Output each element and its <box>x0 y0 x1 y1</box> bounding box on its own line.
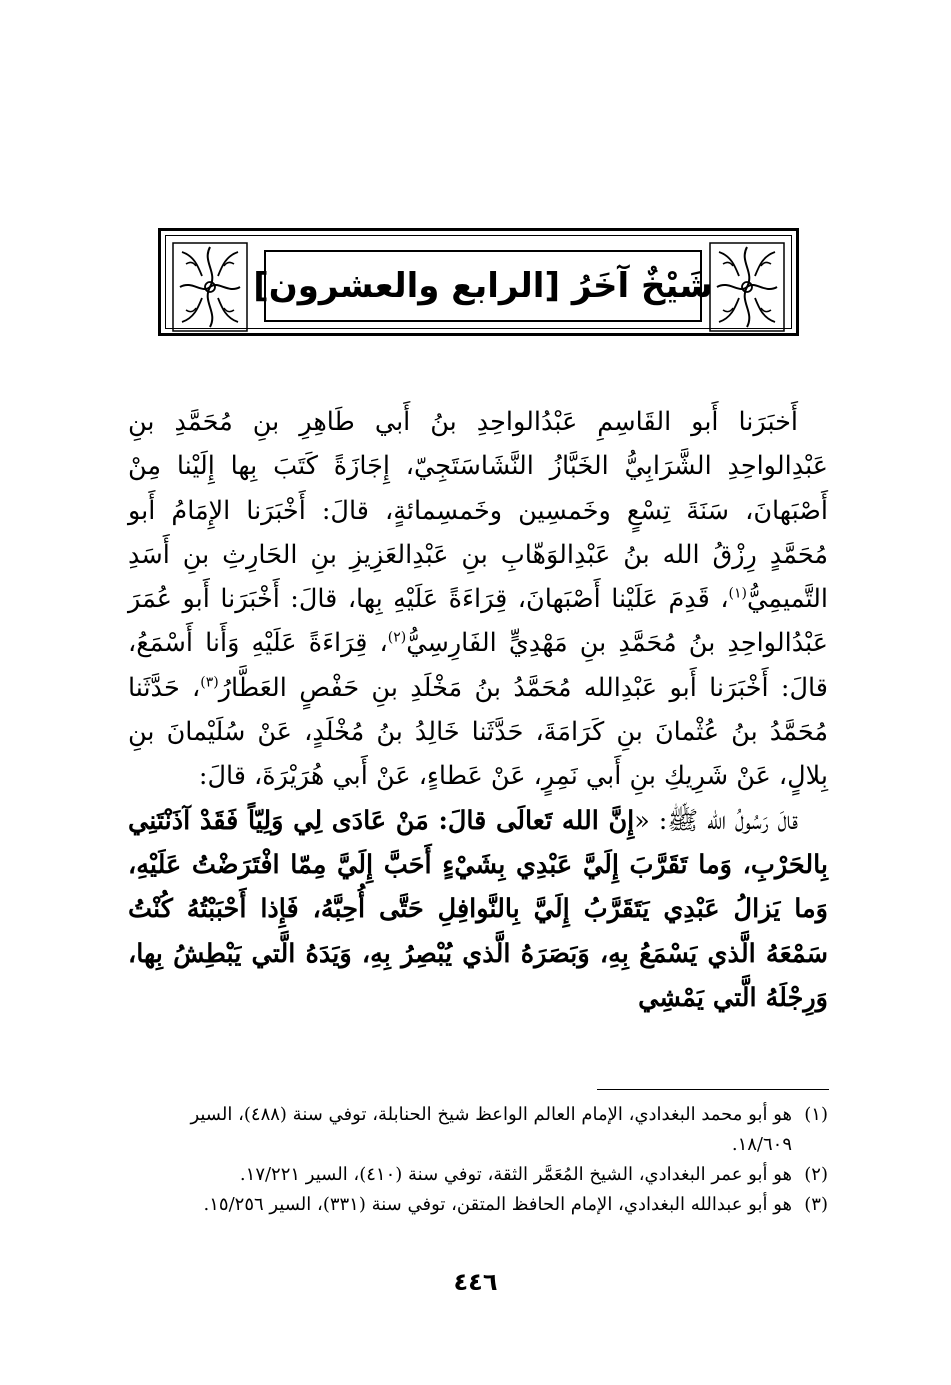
isnad-text-3: ، قِرَاءَةً عَلَيْهِ وَأَنا أَسْمَعُ، قالَ: أَخْبَرَنا أَبو عَبْدِالله مُحَمَّدُ بنُ مَخْلَدِ بنِ حَفْصٍ العَطَّارُ <box>128 628 829 703</box>
footnote-ref-2: (٢) <box>387 629 407 646</box>
footnote-3 <box>128 1190 828 1220</box>
main-text <box>128 400 828 1020</box>
isnad-text-4: ، حَدَّثَنا مُحَمَّدُ بنُ عُثْمانَ بنِ كَرَامَةَ، حَدَّثَنا خَالِدُ بنُ مُخْلَدٍ، عَنْ سُلَيْمانَ بنِ بِلالٍ، عَنْ شَرِيكِ بنِ أَبي نَمِرٍ، عَنْ عَطاءٍ، عَنْ أَبي هُرَيْرَةَ، قالَ: <box>128 672 828 792</box>
footnote-2 <box>128 1160 828 1190</box>
footnote-number: (٢) <box>804 1164 828 1185</box>
floral-ornament-icon <box>172 242 248 332</box>
hadith-paragraph <box>128 799 828 1020</box>
frame-inner-border <box>165 235 792 329</box>
footnote-separator <box>597 1089 829 1090</box>
page-number: ٤٤٦ <box>453 1268 498 1296</box>
footnote-number: (٣) <box>804 1194 828 1215</box>
isnad-text-1: أَخبَرَنا أَبو القَاسِمِ عَبْدُالواحِدِ بنُ أَبي طَاهِرِ بنِ مُحَمَّدِ بنِ عَبْدِالواحِدِ الشَّرَابِيُّ الخَبَّازُ النَّشَاسَتَجِيّ، إِجَازَةً كَتَبَ بِها إِلَيْنا مِنْ أَصْبَهانَ، سَنَةَ تِسْعٍ وخَمسِين وخَمسِمائةٍ، قالَ: أَخْبَرَنا الإِمَامُ أَبو مُحَمَّدٍ رِزْقُ الله بنُ عَبْدِالوَهّابِ بنِ عَبْدِالعَزِيزِ بنِ الحَارِثِ بنِ أَسَدِ التَّميمِيُّ <box>128 407 828 615</box>
chapter-title-frame <box>158 228 799 336</box>
isnad-paragraph <box>128 400 828 799</box>
footnote-text: هو أبو عبدالله البغدادي، الإمام الحافظ المتقن، توفي سنة (٣٣١)، السير ١٥/٢٥٦. <box>203 1194 792 1215</box>
footnote-ref-1: (١) <box>728 585 748 602</box>
hadith-text: إِنَّ الله تَعالَى قالَ: مَنْ عَادَى لِي وَلِيّاً فَقَدْ آذَنْتَنِي بِالحَرْبِ، وَما تَقَرَّبَ إِلَيَّ عَبْدِي بِشَيْءٍ أَحَبَّ إِلَيَّ مِمّا افْتَرَضْتُ عَلَيْهِ، وَما يَزالُ عَبْدِي يَتَقَرَّبُ إِلَيَّ بِالنَّوافِلِ حَتَّى أُحِبَّهُ، فَإِذا أَحْبَبْتُهُ كُنْتُ سَمْعَهُ الَّذي يَسْمَعُ بِهِ، وَبَصَرَهُ الَّذي يُبْصِرُ بِهِ، وَيَدَهُ الَّتي يَبْطِشُ بِها، وَرِجْلَهُ الَّتي يَمْشِي <box>128 805 828 1013</box>
footnotes <box>128 1100 828 1220</box>
footnote-text: هو أبو عمر البغدادي، الشيخ المُعَمَّر الثقة، توفي سنة (٤١٠)، السير ١٧/٢٢١. <box>239 1164 792 1185</box>
footnote-number: (١) <box>804 1104 828 1125</box>
footnote-ref-3: (٣) <box>200 674 219 691</box>
footnote-1 <box>128 1100 828 1160</box>
title-box <box>253 250 713 322</box>
hadith-intro: قالَ رَسُولُ الله ﷺ: « <box>634 805 798 836</box>
floral-ornament-icon <box>709 242 785 332</box>
footnote-text: هو أبو محمد البغدادي، الإمام العالم الواعظ شيخ الحنابلة، توفي سنة (٤٨٨)، السير ١٨/٦٠٩. <box>190 1104 792 1155</box>
isnad-text-2: ، قَدِمَ عَلَيْنا أَصْبَهانَ، قِرَاءَةً عَلَيْهِ بِها، قالَ: أَخْبَرَنا أَبو عُمَرَ عَبْدُالواحِدِ بنُ مُحَمَّدِ بنِ مَهْدِيٍّ الفَارِسِيُّ <box>128 584 828 659</box>
chapter-title: شَيْخٌ آخَرُ [الرابع والعشرون] <box>253 266 713 306</box>
